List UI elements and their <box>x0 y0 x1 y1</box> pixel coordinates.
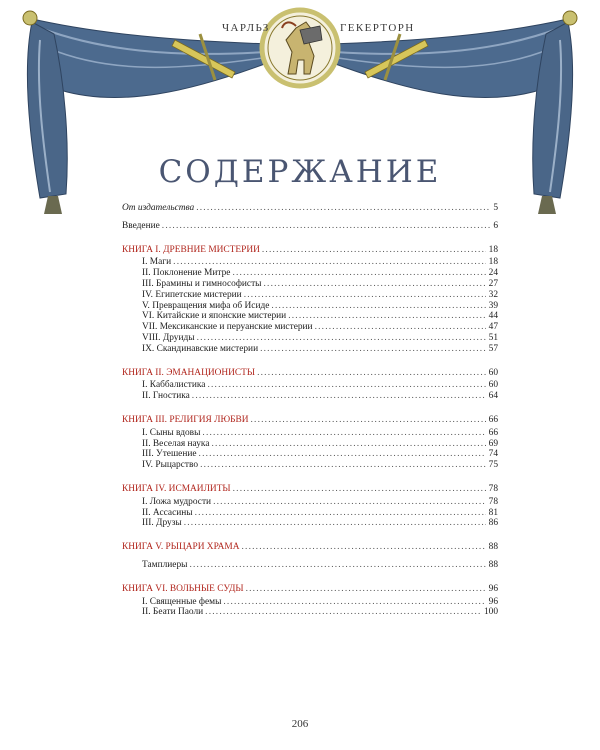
chapter-title: I. Священные фемы <box>142 596 222 607</box>
chapter-page: 74 <box>488 449 498 460</box>
chapter-title: I. Маги <box>142 257 172 268</box>
chapter-title: II. Гностика <box>142 391 190 402</box>
toc-book-1[interactable] <box>122 245 498 256</box>
table-of-contents <box>122 203 498 618</box>
chapter-title: VIII. Друиды <box>142 332 195 343</box>
chapter-title: III. Брамины и гимнософисты <box>142 278 262 289</box>
chapter-page: 81 <box>488 507 498 518</box>
chapter-title: II. Поклонение Митре <box>142 268 231 279</box>
book-title: КНИГА III. РЕЛИГИЯ ЛЮБВИ <box>122 414 249 425</box>
drapery-illustration <box>0 0 600 230</box>
chapter-page: 39 <box>488 300 498 311</box>
toc-chapter[interactable] <box>122 597 498 608</box>
chapter-page: 18 <box>488 257 498 268</box>
author-first-name: ЧАРЛЬЗ <box>222 22 270 34</box>
chapter-title: II. Беати Паоли <box>142 607 204 618</box>
chapter-page: 57 <box>488 343 498 354</box>
toc-chapter[interactable] <box>122 508 498 519</box>
chapter-page: 32 <box>488 289 498 300</box>
toc-chapter[interactable] <box>122 560 498 571</box>
toc-chapter[interactable] <box>122 439 498 450</box>
chapter-page: 69 <box>488 438 498 449</box>
chapter-page: 47 <box>488 322 498 333</box>
header-illustration <box>0 0 600 230</box>
chapter-title: I. Сыны вдовы <box>142 427 201 438</box>
chapter-page: 75 <box>488 460 498 471</box>
chapter-title: I. Каббалистика <box>142 380 206 391</box>
entry-page: 5 <box>493 203 498 213</box>
toc-chapter[interactable] <box>122 290 498 301</box>
book-page: 96 <box>488 583 498 594</box>
toc-book-6[interactable] <box>122 584 498 595</box>
toc-chapter[interactable] <box>122 607 498 618</box>
page-number: 206 <box>291 718 309 730</box>
book-page: 88 <box>488 542 498 553</box>
toc-chapter[interactable] <box>122 257 498 268</box>
toc-book-5[interactable] <box>122 542 498 553</box>
book-title: КНИГА IV. ИСМАИЛИТЫ <box>122 483 231 494</box>
book-page: 66 <box>488 414 498 425</box>
entry-title: Введение <box>122 220 160 231</box>
chapter-page: 78 <box>488 496 498 507</box>
book-page: 18 <box>488 244 498 255</box>
toc-chapter[interactable] <box>122 322 498 333</box>
chapter-title: VI. Китайские и японские мистерии <box>142 311 287 322</box>
toc-chapter[interactable] <box>122 301 498 312</box>
chapter-title: III. Друзы <box>142 518 182 529</box>
toc-chapter[interactable] <box>122 333 498 344</box>
book-title: КНИГА I. ДРЕВНИЕ МИСТЕРИИ <box>122 244 260 255</box>
chapter-page: 88 <box>488 559 498 570</box>
chapter-title: IV. Рыцарство <box>142 460 199 471</box>
toc-chapter[interactable] <box>122 391 498 402</box>
chapter-title: II. Ассасины <box>142 507 193 518</box>
chapter-page: 64 <box>488 391 498 402</box>
toc-chapter[interactable] <box>122 460 498 471</box>
toc-book-2[interactable] <box>122 368 498 379</box>
author-last-name: ГЕКЕРТОРН <box>340 22 415 34</box>
chapter-title: VII. Мексиканские и перуанские мистерии <box>142 322 313 333</box>
chapter-page: 24 <box>488 268 498 279</box>
chapter-page: 27 <box>488 278 498 289</box>
chapter-title: IV. Египетские мистерии <box>142 289 242 300</box>
chapter-title: III. Утешение <box>142 449 197 460</box>
toc-book-3[interactable] <box>122 415 498 426</box>
toc-chapter[interactable] <box>122 497 498 508</box>
chapter-page: 66 <box>488 427 498 438</box>
chapter-page: 44 <box>488 311 498 322</box>
toc-chapter[interactable] <box>122 279 498 290</box>
chapter-title: IX. Скандинавские мистерии <box>142 343 259 354</box>
book-title: КНИГА II. ЭМАНАЦИОНИСТЫ <box>122 367 256 378</box>
chapter-page: 51 <box>488 332 498 343</box>
chapter-page: 86 <box>488 518 498 529</box>
book-page: 60 <box>488 367 498 378</box>
toc-chapter[interactable] <box>122 311 498 322</box>
toc-chapter[interactable] <box>122 268 498 279</box>
toc-chapter[interactable] <box>122 449 498 460</box>
toc-book-4[interactable] <box>122 484 498 495</box>
toc-entry-publisher[interactable] <box>122 203 498 214</box>
chapter-page: 60 <box>488 380 498 391</box>
book-title: КНИГА VI. ВОЛЬНЫЕ СУДЫ <box>122 583 244 594</box>
toc-chapter[interactable] <box>122 344 498 355</box>
entry-title: От издательства <box>122 203 195 213</box>
book-page: 78 <box>488 483 498 494</box>
chapter-page: 96 <box>488 596 498 607</box>
chapter-title: II. Веселая наука <box>142 438 210 449</box>
toc-chapter[interactable] <box>122 380 498 391</box>
chapter-title: I. Ложа мудрости <box>142 496 212 507</box>
chapter-page: 100 <box>483 607 498 618</box>
toc-entry-introduction[interactable] <box>122 221 498 232</box>
chapter-title: Тамплиеры <box>142 559 188 570</box>
entry-page: 6 <box>493 220 498 231</box>
page-title: СОДЕРЖАНИЕ <box>158 153 442 190</box>
chapter-title: V. Превращения мифа об Исиде <box>142 300 270 311</box>
toc-chapter[interactable] <box>122 518 498 529</box>
book-title: КНИГА V. РЫЦАРИ ХРАМА <box>122 542 240 553</box>
toc-chapter[interactable] <box>122 428 498 439</box>
